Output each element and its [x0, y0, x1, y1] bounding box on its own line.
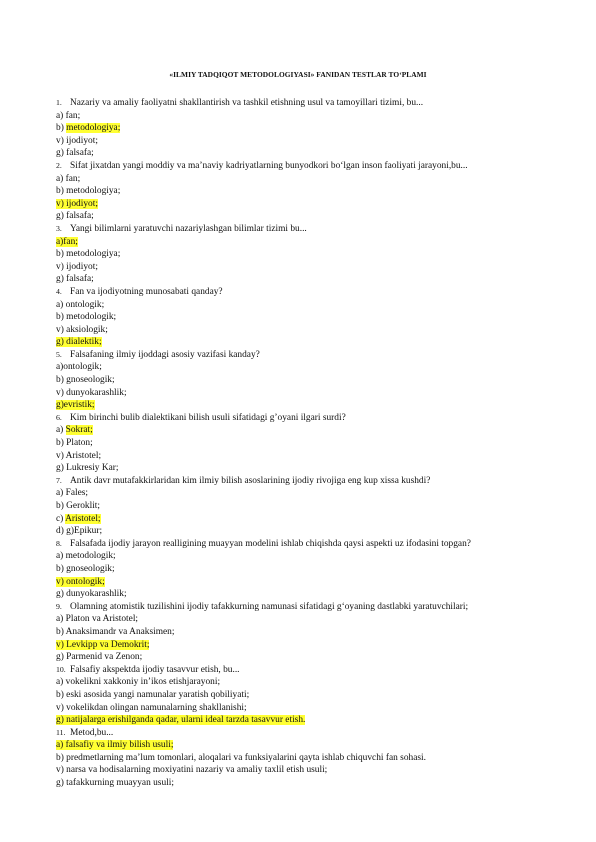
- option-text: falsafa;: [66, 274, 94, 285]
- option-text: v) ontologik;: [56, 576, 105, 587]
- option-letter: b): [56, 626, 66, 637]
- option-letter: a): [56, 110, 66, 121]
- option-text: Aristotel;: [65, 513, 101, 524]
- question-text: Metod,bu...: [70, 727, 114, 738]
- question-list: [56, 97, 556, 790]
- question-text: Sifat jixatdan yangi moddiy va ma’naviy kadriyatlarning bunyodkori bo‘lgan inson faoliyati jarayoni,bu...: [70, 160, 468, 171]
- option-text: a) falsafiy va ilmiy bilish usuli;: [56, 740, 174, 751]
- option-text: ijodiyot;: [66, 135, 98, 146]
- option-text: Platon va Aristotel;: [65, 614, 139, 625]
- question-text: Antik davr mutafakkirlaridan kim ilmiy bilish asoslarining ijodiy rivojiga eng kup xissa kushdi?: [70, 475, 431, 486]
- question-line: [56, 286, 556, 299]
- question-number: 10.: [56, 664, 66, 674]
- answer-option-correct: [56, 336, 556, 349]
- question-line: [56, 601, 556, 614]
- option-text: vokelikdan olingan namunalarning shakllanishi;: [66, 702, 247, 713]
- answer-option-correct: [56, 639, 556, 652]
- option-text: predmetlarning ma’lum tomonlari, aloqalari va funksiyalarini qayta ishlab chiquvchi fan sohasi.: [66, 752, 426, 763]
- question-text: Olamning atomistik tuzilishini ijodiy tafakkurning namunasi sifatidagi g‘oyaning dastlabki yaratuvchilari;: [70, 601, 469, 612]
- question-text: Yangi bilimlarni yaratuvchi nazariylashgan bilimlar tizimi bu...: [70, 223, 307, 234]
- option-text: Sokrat;: [65, 425, 93, 436]
- option-text: a)fan;: [56, 236, 78, 247]
- answer-option: [56, 185, 556, 198]
- option-text: aksiologik;: [66, 324, 108, 335]
- option-letter: v): [56, 261, 67, 272]
- answer-option-correct: [56, 714, 556, 727]
- option-text: v) Levkipp va Demokrit;: [56, 639, 150, 650]
- option-letter: g): [56, 778, 67, 789]
- option-letter: g): [56, 274, 67, 285]
- option-letter: b): [56, 689, 67, 700]
- option-text: vokelikni xakkoniy in’ikos etishjarayoni;: [65, 677, 221, 688]
- option-text: eski asosida yangi namunalar yaratish qobiliyati;: [66, 689, 250, 700]
- answer-option-correct: [56, 576, 556, 589]
- question-text: Kim birinchi bulib dialektikani bilish usuli sifatidagi g’oyani ilgari surdi?: [70, 412, 346, 423]
- answer-option: [56, 689, 556, 702]
- option-text: metodologiya;: [66, 186, 121, 197]
- answer-option: [56, 752, 556, 765]
- option-letter: v): [56, 702, 67, 713]
- option-text: narsa va hodisalarning moxiyatini nazariy va amaliy taxlil etish usuli;: [66, 765, 328, 776]
- question-number: 8.: [56, 538, 62, 548]
- answer-option: [56, 487, 556, 500]
- option-text: metodologik;: [66, 312, 117, 323]
- question-number: 6.: [56, 412, 62, 422]
- option-letter: a): [56, 299, 66, 310]
- question-number: 4.: [56, 286, 62, 296]
- option-letter: g): [56, 652, 67, 663]
- question-line: [56, 727, 556, 740]
- answer-option-correct: [56, 122, 556, 135]
- option-letter: b): [56, 501, 67, 511]
- option-letter: g): [56, 589, 67, 600]
- option-text: metodologiya;: [66, 249, 121, 260]
- option-text: g) natijalarga erishilganda qadar, ularni ideal tarzda tasavvur etish.: [56, 715, 306, 726]
- option-text: ijodiyot;: [66, 261, 98, 272]
- option-text: v) ijodiyot;: [56, 198, 98, 209]
- answer-option: [56, 437, 556, 450]
- answer-option: [56, 764, 556, 777]
- answer-option: [56, 588, 556, 601]
- option-text: Anaksimandr va Anaksimen;: [65, 626, 175, 637]
- option-letter: b): [56, 563, 67, 574]
- option-letter: v): [56, 765, 67, 776]
- answer-option: [56, 462, 556, 475]
- option-text: ontologik;: [65, 299, 105, 310]
- answer-option: [56, 273, 556, 286]
- answer-option: [56, 702, 556, 715]
- answer-option: [56, 626, 556, 639]
- option-text: Fales;: [65, 488, 89, 499]
- question-line: [56, 664, 556, 677]
- question-number: 2.: [56, 160, 62, 170]
- answer-option: [56, 525, 556, 538]
- answer-option: [56, 147, 556, 160]
- option-letter: a): [56, 173, 66, 184]
- option-text: g) dialektik;: [56, 337, 102, 348]
- option-letter: b): [56, 249, 67, 260]
- answer-option: [56, 374, 556, 387]
- option-letter: g): [56, 148, 67, 159]
- option-text: tafakkurning muayyan usuli;: [66, 778, 174, 789]
- option-letter: c): [56, 513, 66, 524]
- answer-option-correct: [56, 513, 556, 526]
- answer-option: [56, 173, 556, 186]
- option-letter: b): [56, 123, 67, 134]
- option-text: dunyokarashlik;: [66, 387, 127, 398]
- question-line: [56, 538, 556, 551]
- document-title: «ILMIY TADQIQOT METODOLOGIYASI» FANIDAN TESTLAR TO‘PLAMI: [169, 70, 427, 79]
- option-letter: b): [56, 752, 67, 763]
- answer-option-correct: [56, 198, 556, 211]
- option-text: g)evristik;: [56, 400, 95, 411]
- option-letter: b): [56, 438, 67, 449]
- question-text: Fan va ijodiyotning munosabati qanday?: [70, 286, 223, 297]
- question-number: 9.: [56, 601, 62, 611]
- question-number: 11.: [56, 727, 66, 737]
- option-text: gnoseologik;: [66, 563, 115, 574]
- option-letter: v): [56, 450, 66, 461]
- answer-option-correct: [56, 399, 556, 412]
- option-letter: d): [56, 526, 67, 537]
- answer-option: [56, 777, 556, 790]
- option-text: gnoseologik;: [66, 375, 115, 386]
- option-letter: g): [56, 463, 67, 474]
- question-number: 1.: [56, 98, 62, 107]
- question-number: 7.: [56, 475, 62, 485]
- question-line: [56, 97, 556, 110]
- option-letter: b): [56, 312, 67, 323]
- answer-option: [56, 500, 556, 513]
- answer-option: [56, 248, 556, 261]
- option-text: metodologiya;: [66, 123, 121, 134]
- option-letter: a): [56, 677, 66, 688]
- answer-option-correct: [56, 236, 556, 249]
- answer-option: [56, 110, 556, 123]
- option-letter: b): [56, 375, 67, 386]
- answer-option: [56, 651, 556, 664]
- option-letter: a): [56, 425, 66, 436]
- question-text: Falsafaning ilmiy ijoddagi asosiy vazifasi kanday?: [70, 349, 260, 360]
- question-number: 3.: [56, 223, 62, 233]
- option-text: fan;: [65, 173, 81, 184]
- question-line: [56, 349, 556, 362]
- answer-option-correct: [56, 424, 556, 437]
- answer-option: [56, 563, 556, 576]
- answer-option: [56, 135, 556, 148]
- option-text: g)Epikur;: [66, 526, 103, 537]
- answer-option: [56, 361, 556, 374]
- answer-option: [56, 450, 556, 463]
- question-text: Falsafada ijodiy jarayon realligining muayyan modelini ishlab chiqishda qaysi aspekti uz ifodasini topgan?: [70, 538, 471, 549]
- answer-option-correct: [56, 739, 556, 752]
- option-letter: a): [56, 551, 66, 562]
- answer-option: [56, 550, 556, 563]
- answer-option: [56, 261, 556, 274]
- answer-option: [56, 676, 556, 689]
- answer-option: [56, 311, 556, 324]
- answer-option: [56, 299, 556, 312]
- option-letter: v): [56, 387, 67, 398]
- option-text: Aristotel;: [65, 450, 102, 461]
- option-text: dunyokarashlik;: [66, 589, 127, 600]
- question-text: Falsafiy akspektda ijodiy tasavvur etish, bu...: [70, 664, 240, 675]
- option-letter: a): [56, 488, 66, 499]
- option-letter: a): [56, 614, 66, 625]
- answer-option: [56, 324, 556, 337]
- option-text: Lukresiy Kar;: [66, 463, 119, 474]
- option-text: falsafa;: [66, 148, 94, 159]
- question-line: [56, 475, 556, 488]
- option-text: Parmenid va Zenon;: [66, 652, 143, 663]
- question-number: 5.: [56, 349, 62, 359]
- option-text: falsafa;: [66, 211, 94, 222]
- question-line: [56, 412, 556, 425]
- option-text: Geroklit;: [66, 501, 101, 511]
- option-text: metodologik;: [65, 551, 116, 562]
- answer-option: [56, 387, 556, 400]
- answer-option: [56, 210, 556, 223]
- question-text: Nazariy va amaliy faoliyatni shakllantirish va tashkil etishning usul va tamoyillari tizimi, bu...: [70, 98, 424, 108]
- question-line: [56, 160, 556, 173]
- option-letter: b): [56, 186, 67, 197]
- option-text: fan;: [65, 110, 81, 121]
- question-line: [56, 223, 556, 236]
- option-text: a)ontologik;: [56, 362, 102, 373]
- option-letter: v): [56, 135, 67, 146]
- option-text: Platon;: [66, 438, 93, 449]
- answer-option: [56, 613, 556, 626]
- option-letter: v): [56, 324, 67, 335]
- option-letter: g): [56, 211, 67, 222]
